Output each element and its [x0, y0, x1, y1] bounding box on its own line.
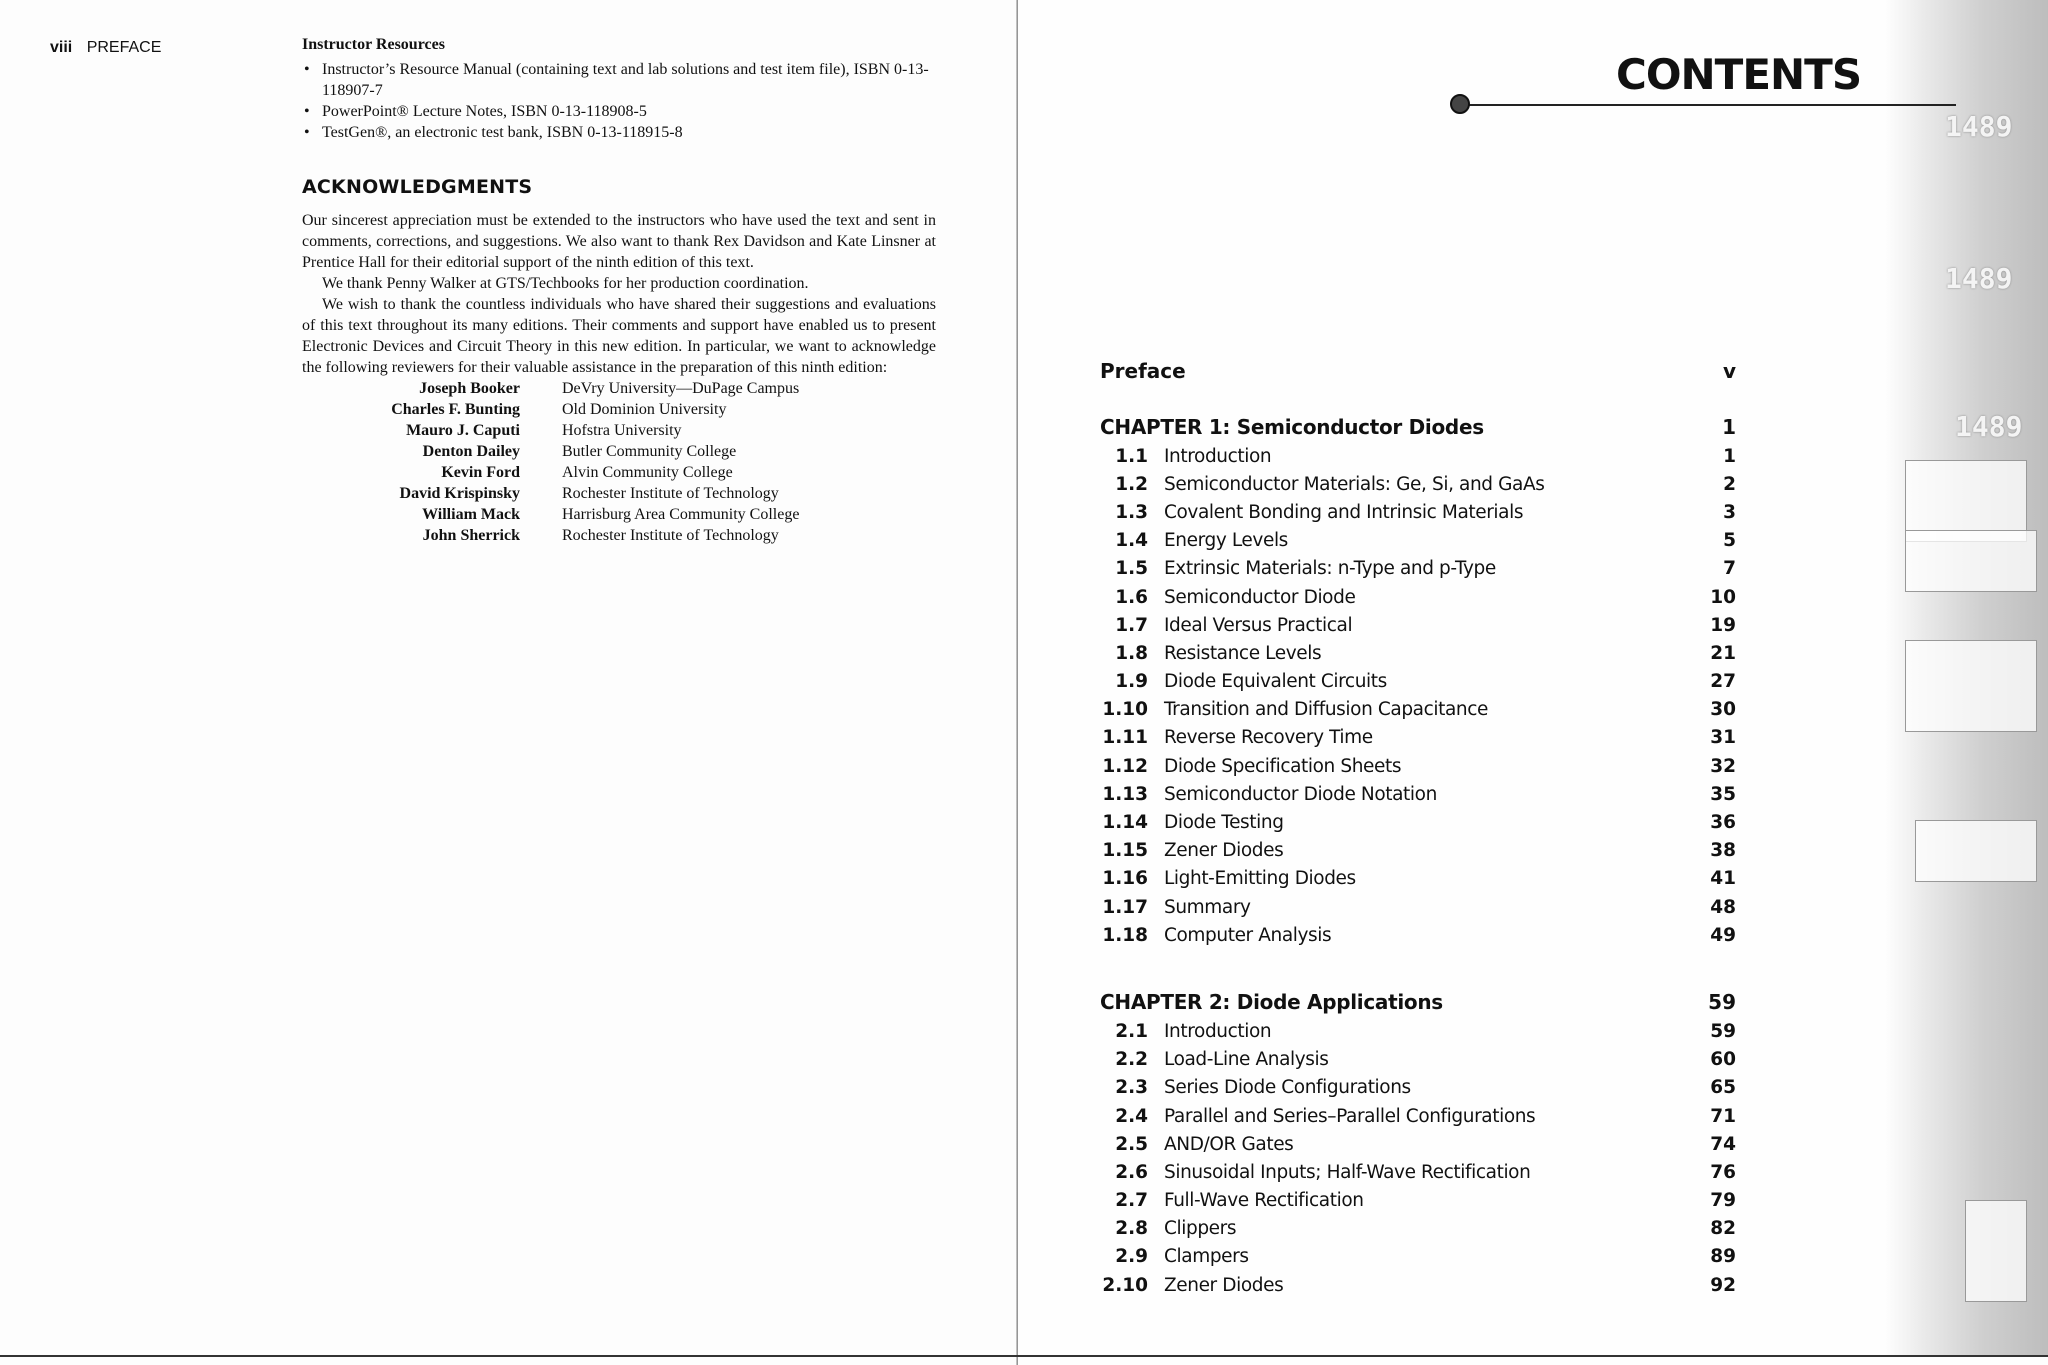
- photo-strip-block: [1915, 820, 2037, 882]
- instructor-resources-list: [302, 59, 936, 143]
- toc-section-title: Extrinsic Materials: n-Type and p-Type: [1164, 558, 1496, 580]
- reviewer-row: [302, 462, 936, 483]
- toc-section-page: 31: [1710, 727, 1736, 749]
- toc-section-number: 1.8: [1115, 642, 1148, 664]
- toc-section-number: 1.2: [1115, 473, 1148, 495]
- toc-section-page: 36: [1710, 812, 1736, 834]
- reviewer-name: David Krispinsky: [399, 485, 520, 502]
- toc-section-list: [1100, 442, 1736, 949]
- reviewer-school: Alvin Community College: [562, 464, 733, 481]
- toc-section-title: Zener Diodes: [1164, 840, 1284, 862]
- toc-section-title: Full-Wave Rectification: [1164, 1190, 1364, 1212]
- resource-item: • PowerPoint® Lecture Notes, ISBN 0-13-118908-5: [302, 101, 936, 122]
- toc-section-page: 49: [1710, 924, 1736, 946]
- photo-strip-block: [1905, 640, 2037, 732]
- toc-section-number: 2.2: [1115, 1049, 1148, 1071]
- toc-section-number: 2.6: [1115, 1161, 1148, 1183]
- toc-section-number: 2.4: [1115, 1105, 1148, 1127]
- toc-section-number: 1.4: [1115, 530, 1148, 552]
- toc-section-page: 21: [1710, 642, 1736, 664]
- toc-section-number: 1.15: [1102, 840, 1148, 862]
- toc-chapter-heading[interactable]: [1100, 412, 1736, 442]
- reviewer-row: [302, 483, 936, 504]
- toc-section-title: Diode Testing: [1164, 812, 1284, 834]
- left-page: [0, 0, 1018, 1365]
- toc-section-title: Light-Emitting Diodes: [1164, 868, 1356, 890]
- toc-chapter: [1100, 987, 1736, 1299]
- toc-section-page: 82: [1710, 1218, 1736, 1240]
- toc-section-title: Clampers: [1164, 1246, 1249, 1268]
- toc-section-title: Energy Levels: [1164, 530, 1288, 552]
- toc-chapter-label: CHAPTER 2: Diode Applications: [1100, 990, 1443, 1015]
- toc-section-page: 89: [1710, 1246, 1736, 1268]
- photo-strip: [1885, 0, 2048, 1355]
- toc-section-entry[interactable]: [1100, 498, 1736, 526]
- toc-section-page: 2: [1723, 473, 1736, 495]
- photo-strip-label: 1489: [1945, 110, 2013, 143]
- toc-section-title: Introduction: [1164, 1020, 1272, 1042]
- toc-section-entry[interactable]: [1100, 583, 1736, 611]
- contents-title: CONTENTS: [1616, 50, 1862, 99]
- toc-section-entry[interactable]: [1100, 555, 1736, 583]
- reviewer-school: Harrisburg Area Community College: [562, 506, 800, 523]
- toc-section-entry[interactable]: [1100, 1102, 1736, 1130]
- toc-section-page: 30: [1710, 699, 1736, 721]
- toc-section-page: 19: [1710, 614, 1736, 636]
- reviewer-school: Hofstra University: [562, 422, 682, 439]
- toc-section-entry[interactable]: [1100, 1271, 1736, 1299]
- reviewer-row: [302, 420, 936, 441]
- toc-section-number: 1.18: [1102, 924, 1148, 946]
- reviewer-name: Denton Dailey: [422, 443, 520, 460]
- reviewer-row: [302, 399, 936, 420]
- toc-section-number: 1.3: [1115, 501, 1148, 523]
- photo-strip-label: 1489: [1945, 262, 2013, 295]
- toc-section-entry[interactable]: [1100, 1017, 1736, 1045]
- toc-section-number: 1.13: [1102, 783, 1148, 805]
- toc-section-title: Summary: [1164, 896, 1251, 918]
- toc-section-number: 1.10: [1102, 699, 1148, 721]
- toc-chapter: [1100, 412, 1736, 949]
- toc-section-number: 1.14: [1102, 812, 1148, 834]
- toc-section-entry[interactable]: [1100, 724, 1736, 752]
- toc-section-title: Reverse Recovery Time: [1164, 727, 1373, 749]
- reviewer-school: DeVry University—DuPage Campus: [562, 380, 800, 397]
- toc-section-page: 60: [1710, 1049, 1736, 1071]
- toc-section-title: Diode Equivalent Circuits: [1164, 671, 1387, 693]
- toc-section-number: 1.12: [1102, 755, 1148, 777]
- reviewer-school: Butler Community College: [562, 443, 737, 460]
- toc-section-number: 2.1: [1115, 1020, 1148, 1042]
- toc-section-entry[interactable]: [1100, 1130, 1736, 1158]
- reviewer-row: [302, 378, 936, 399]
- reviewer-school: Rochester Institute of Technology: [562, 485, 779, 502]
- resource-item: • Instructor’s Resource Manual (containing text and lab solutions and test item file), ISBN 0-13-118907-7: [302, 59, 936, 101]
- toc-section-entry[interactable]: [1100, 696, 1736, 724]
- toc-section-entry[interactable]: [1100, 893, 1736, 921]
- toc-section-page: 35: [1710, 783, 1736, 805]
- reviewer-school: Old Dominion University: [562, 401, 727, 418]
- toc-section-entry[interactable]: [1100, 808, 1736, 836]
- reviewer-school: Rochester Institute of Technology: [562, 527, 779, 544]
- bullet-dot-icon: [1450, 94, 1470, 114]
- running-head-title: PREFACE: [86, 39, 162, 56]
- toc-section-page: 38: [1710, 840, 1736, 862]
- toc-section-page: 71: [1710, 1105, 1736, 1127]
- toc-preface-entry[interactable]: [1100, 356, 1736, 386]
- toc-section-entry[interactable]: [1100, 470, 1736, 498]
- resource-item: • TestGen®, an electronic test bank, ISBN 0-13-118915-8: [302, 122, 936, 143]
- toc-section-page: 65: [1710, 1077, 1736, 1099]
- toc-section-title: Load-Line Analysis: [1164, 1049, 1329, 1071]
- toc-section-number: 1.16: [1102, 868, 1148, 890]
- toc-section-number: 1.17: [1102, 896, 1148, 918]
- toc-section-entry[interactable]: [1100, 1215, 1736, 1243]
- toc-section-title: Zener Diodes: [1164, 1274, 1284, 1296]
- toc-section-number: 1.7: [1115, 614, 1148, 636]
- reviewer-row: [302, 504, 936, 525]
- photo-strip-block: [1965, 1200, 2027, 1302]
- toc-section-title: Clippers: [1164, 1218, 1237, 1240]
- toc-preface-page: v: [1722, 359, 1736, 383]
- toc-section-page: 79: [1710, 1190, 1736, 1212]
- toc-section-page: 92: [1710, 1274, 1736, 1296]
- toc-section-number: 1.9: [1115, 671, 1148, 693]
- toc-chapter-heading[interactable]: [1100, 987, 1736, 1017]
- running-head: [50, 39, 161, 57]
- toc-section-entry[interactable]: [1100, 639, 1736, 667]
- reviewer-name: Charles F. Bunting: [391, 401, 520, 418]
- table-of-contents: [1100, 356, 1736, 1299]
- toc-section-title: Resistance Levels: [1164, 642, 1322, 664]
- toc-section-entry[interactable]: [1100, 837, 1736, 865]
- contents-rule: [1456, 104, 1956, 106]
- toc-section-number: 2.10: [1102, 1274, 1148, 1296]
- toc-section-entry[interactable]: [1100, 668, 1736, 696]
- toc-section-title: Transition and Diffusion Capacitance: [1164, 699, 1488, 721]
- toc-section-page: 1: [1723, 445, 1736, 467]
- toc-section-number: 1.5: [1115, 558, 1148, 580]
- toc-section-title: Computer Analysis: [1164, 924, 1332, 946]
- toc-section-page: 59: [1710, 1020, 1736, 1042]
- photo-strip-block: [1905, 530, 2037, 592]
- toc-section-entry[interactable]: [1100, 865, 1736, 893]
- toc-preface-label: Preface: [1100, 359, 1186, 383]
- toc-section-entry[interactable]: [1100, 921, 1736, 949]
- ack-paragraph: We wish to thank the countless individuals who have shared their suggestions and evaluations of this text throughout its many editions. Their comments and support have enabled us to present Electronic Devices and Circuit Theory in this new edition. In particular, we want to acknowledge the following reviewers for their valuable assistance in the preparation of this ninth edition:: [302, 296, 936, 376]
- reviewer-name: Joseph Booker: [419, 380, 520, 397]
- toc-section-entry[interactable]: [1100, 1243, 1736, 1271]
- page-bottom-edge: [0, 1355, 2048, 1357]
- toc-section-number: 2.8: [1115, 1218, 1148, 1240]
- toc-section-list: [1100, 1017, 1736, 1299]
- reviewer-name: John Sherrick: [422, 527, 520, 544]
- toc-section-title: AND/OR Gates: [1164, 1133, 1294, 1155]
- toc-section-title: Series Diode Configurations: [1164, 1077, 1411, 1099]
- reviewer-name: Kevin Ford: [441, 464, 520, 481]
- toc-section-entry[interactable]: [1100, 442, 1736, 470]
- toc-section-title: Semiconductor Materials: Ge, Si, and GaAs: [1164, 473, 1545, 495]
- toc-section-number: 2.7: [1115, 1190, 1148, 1212]
- reviewer-row: [302, 525, 936, 546]
- toc-section-title: Covalent Bonding and Intrinsic Materials: [1164, 501, 1524, 523]
- ack-paragraph: Our sincerest appreciation must be extended to the instructors who have used the text and sent in comments, corrections, and suggestions. We also want to thank Rex Davidson and Kate Linsner at Prentice Hall for their editorial support of the ninth edition of this text.: [302, 212, 936, 271]
- toc-section-title: Ideal Versus Practical: [1164, 614, 1353, 636]
- toc-section-page: 74: [1710, 1133, 1736, 1155]
- toc-section-entry[interactable]: [1100, 1074, 1736, 1102]
- toc-section-entry[interactable]: [1100, 527, 1736, 555]
- reviewer-row: [302, 441, 936, 462]
- toc-section-number: 1.6: [1115, 586, 1148, 608]
- toc-section-page: 10: [1710, 586, 1736, 608]
- page-number: viii: [50, 39, 73, 56]
- toc-section-page: 5: [1723, 530, 1736, 552]
- photo-strip-label: 1489: [1955, 410, 2023, 443]
- toc-chapter-page: 59: [1708, 990, 1736, 1015]
- toc-section-title: Semiconductor Diode Notation: [1164, 783, 1437, 805]
- toc-section-page: 27: [1710, 671, 1736, 693]
- toc-section-entry[interactable]: [1100, 1187, 1736, 1215]
- toc-chapter-label: CHAPTER 1: Semiconductor Diodes: [1100, 415, 1484, 439]
- toc-section-page: 41: [1710, 868, 1736, 890]
- toc-section-title: Diode Specification Sheets: [1164, 755, 1402, 777]
- toc-section-number: 1.11: [1102, 727, 1148, 749]
- toc-section-page: 32: [1710, 755, 1736, 777]
- instructor-resources-heading: Instructor Resources: [302, 36, 445, 53]
- toc-section-number: 2.9: [1115, 1246, 1148, 1268]
- toc-section-number: 2.3: [1115, 1077, 1148, 1099]
- toc-section-entry[interactable]: [1100, 1046, 1736, 1074]
- toc-section-page: 3: [1723, 501, 1736, 523]
- toc-section-entry[interactable]: [1100, 752, 1736, 780]
- toc-section-page: 48: [1710, 896, 1736, 918]
- toc-chapter-page: 1: [1722, 415, 1736, 439]
- toc-section-title: Parallel and Series–Parallel Configurations: [1164, 1105, 1536, 1127]
- reviewer-name: William Mack: [422, 506, 520, 523]
- toc-section-title: Sinusoidal Inputs; Half-Wave Rectification: [1164, 1161, 1531, 1183]
- toc-section-title: Semiconductor Diode: [1164, 586, 1356, 608]
- toc-section-number: 1.1: [1115, 445, 1148, 467]
- toc-section-title: Introduction: [1164, 445, 1272, 467]
- reviewer-name: Mauro J. Caputi: [406, 422, 520, 439]
- toc-section-number: 2.5: [1115, 1133, 1148, 1155]
- left-page-content: [302, 34, 936, 546]
- acknowledgments-heading: ACKNOWLEDGMENTS: [302, 176, 533, 198]
- toc-section-entry[interactable]: [1100, 780, 1736, 808]
- toc-section-entry[interactable]: [1100, 611, 1736, 639]
- toc-section-entry[interactable]: [1100, 1158, 1736, 1186]
- ack-paragraph: We thank Penny Walker at GTS/Techbooks for her production coordination.: [322, 275, 809, 292]
- reviewer-list: [302, 378, 936, 546]
- toc-section-page: 76: [1710, 1161, 1736, 1183]
- toc-section-page: 7: [1723, 558, 1736, 580]
